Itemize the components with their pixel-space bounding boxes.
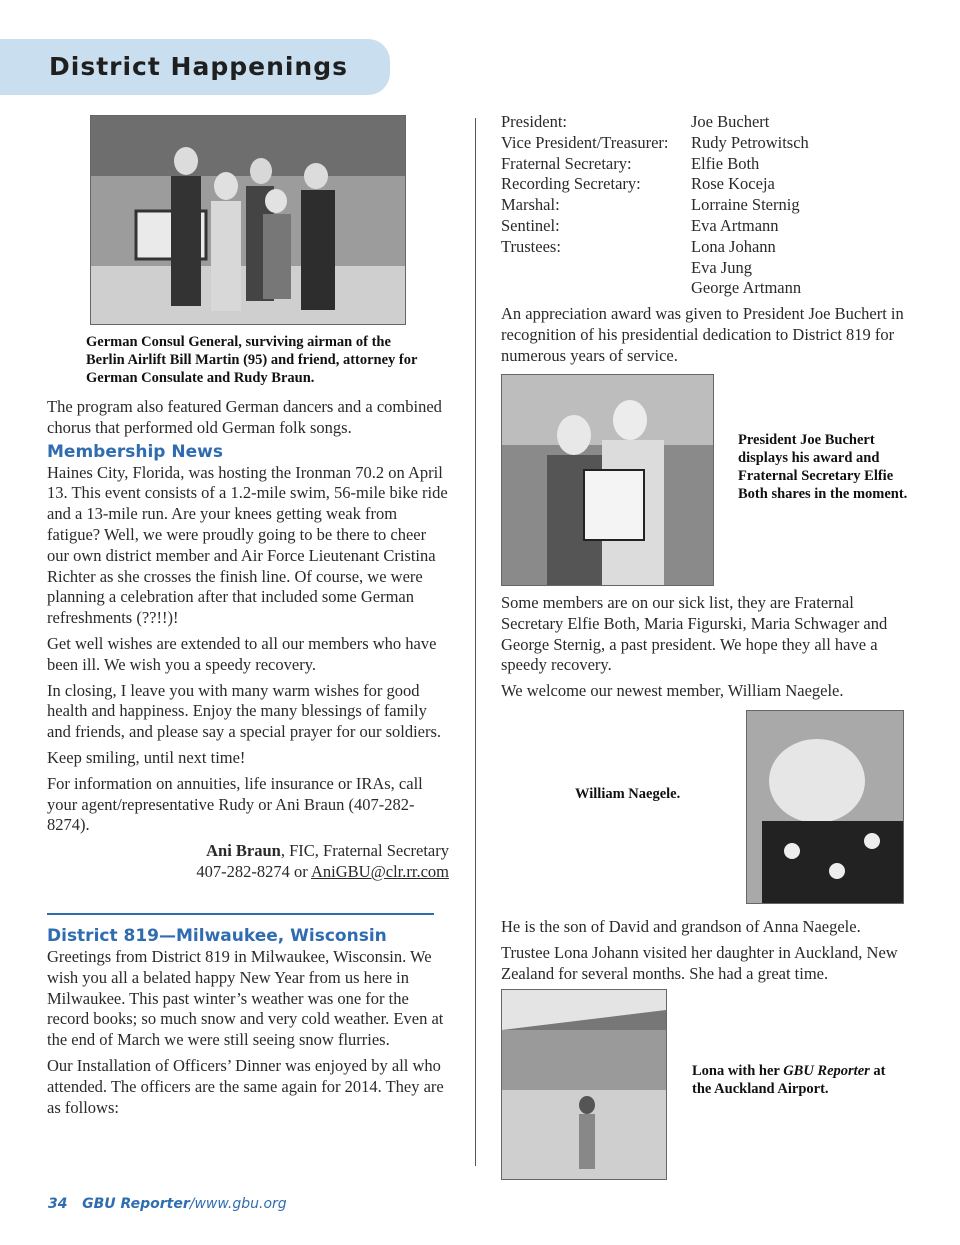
right-mid-text [501,593,906,707]
left-column-text [47,397,449,883]
district-heading: District 819—Milwaukee, Wisconsin [47,926,387,946]
officer-row: Eva Jung [691,257,752,277]
signature-email[interactable]: AniGBU@clr.rr.com [310,861,449,881]
photo-baby-caption: William Naegele. [575,786,681,802]
officer-row: Recording Secretary: Rose Koceja [501,174,775,194]
info-paragraph: For information on annuities, life insurance or IRAs, call your agent/representative Rudy or Ani Braun (407-282-8274). [47,773,423,835]
photo-auckland-caption: Lona with her GBU Reporter at the Auckland Airport. [692,1063,886,1097]
right-lower-text [501,917,906,989]
section-rule [47,913,434,915]
trustee-paragraph: Trustee Lona Johann visited her daughter in Auckland, New Zealand for several months. She had a great time. [501,942,898,983]
page-number: 34 [48,1196,68,1212]
signature-block [47,841,449,883]
officer-row: President: Joe Buchert [501,112,770,131]
officers-list [501,112,809,299]
signature-title: , FIC, Fraternal Secretary [280,841,449,861]
photo-consul-caption: German Consul General, surviving airman of the Berlin Airlift Bill Martin (95) and friend, attorney for German Consulate and Rudy Braun. [86,334,418,386]
photo-award [501,374,714,586]
page-title: District Happenings [49,52,349,81]
signature-name: Ani Braun [206,841,281,861]
award-paragraph: An appreciation award was given to President Joe Buchert in recognition of his presidential dedication to District 819 for numerous years of service. [501,304,904,365]
get-well-paragraph: Get well wishes are extended to all our members who have been ill. We wish you a speedy recovery. [47,633,437,674]
photo-auckland-airport [501,989,667,1180]
publication-name: GBU Reporter [82,1196,190,1212]
keep-smiling-paragraph: Keep smiling, until next time! [47,747,246,767]
intro-paragraph: The program also featured German dancers and a combined chorus that performed old German folk songs. [47,397,442,437]
officer-row: Fraternal Secretary: Elfie Both [501,153,760,173]
page-footer [48,1196,287,1212]
signature-phone: 407-282-8274 or [196,861,311,881]
photo-baby [746,710,904,904]
membership-paragraph: Haines City, Florida, was hosting the Ironman 70.2 on April 13. This event consists of a 1.2-mile swim, 56-mile bike ride and a 13-mile run. Are your knees getting weak from fatigue? Well, we were proudly going to be there to cheer our own district member and Air Force Lieutenant Cristina Richter as she crosses the finish line. Of course, we were planning a celebration after that included some German refreshments (??!!)! [47,462,448,628]
district-section [47,925,449,1123]
welcome-paragraph: We welcome our newest member, William Naegele. [501,681,844,701]
officer-row: Sentinel: Eva Artmann [501,215,779,235]
son-paragraph: He is the son of David and grandson of Anna Naegele. [501,917,861,936]
column-divider [475,118,476,1166]
photo-consul-group [90,115,406,325]
officer-row: Vice President/Treasurer: Rudy Petrowitsch [501,132,809,152]
officer-row: Trustees: Lona Johann [501,236,776,256]
footer-url[interactable]: /www.gbu.org [189,1196,287,1212]
officer-row: Marshal: Lorraine Sternig [501,195,800,215]
photo-award-caption: President Joe Buchert displays his award and Fraternal Secretary Elfie Both shares in the moment. [738,432,908,502]
district-greeting-paragraph: Greetings from District 819 in Milwaukee, Wisconsin. We wish you all a belated happy New Year from us here in Milwaukee. This past winter’s weather was one for the record books; so much snow and very cold weather. Even at the end of March we were still seeing snow flurries. [47,947,444,1050]
installation-paragraph: Our Installation of Officers’ Dinner was enjoyed by all who attended. The officers are the same again for 2014. They are as follows: [47,1055,444,1117]
membership-heading: Membership News [47,441,223,462]
sick-list-paragraph: Some members are on our sick list, they are Fraternal Secretary Elfie Both, Maria Figurski, Maria Schwager and George Sternig, a past president. We hope they all have a speedy recovery. [501,593,888,675]
officer-row: George Artmann [691,278,802,298]
closing-paragraph: In closing, I leave you with many warm wishes for good health and happiness. Enjoy the many blessings of family and friends, and please say a special prayer for our soldiers. [47,680,442,742]
